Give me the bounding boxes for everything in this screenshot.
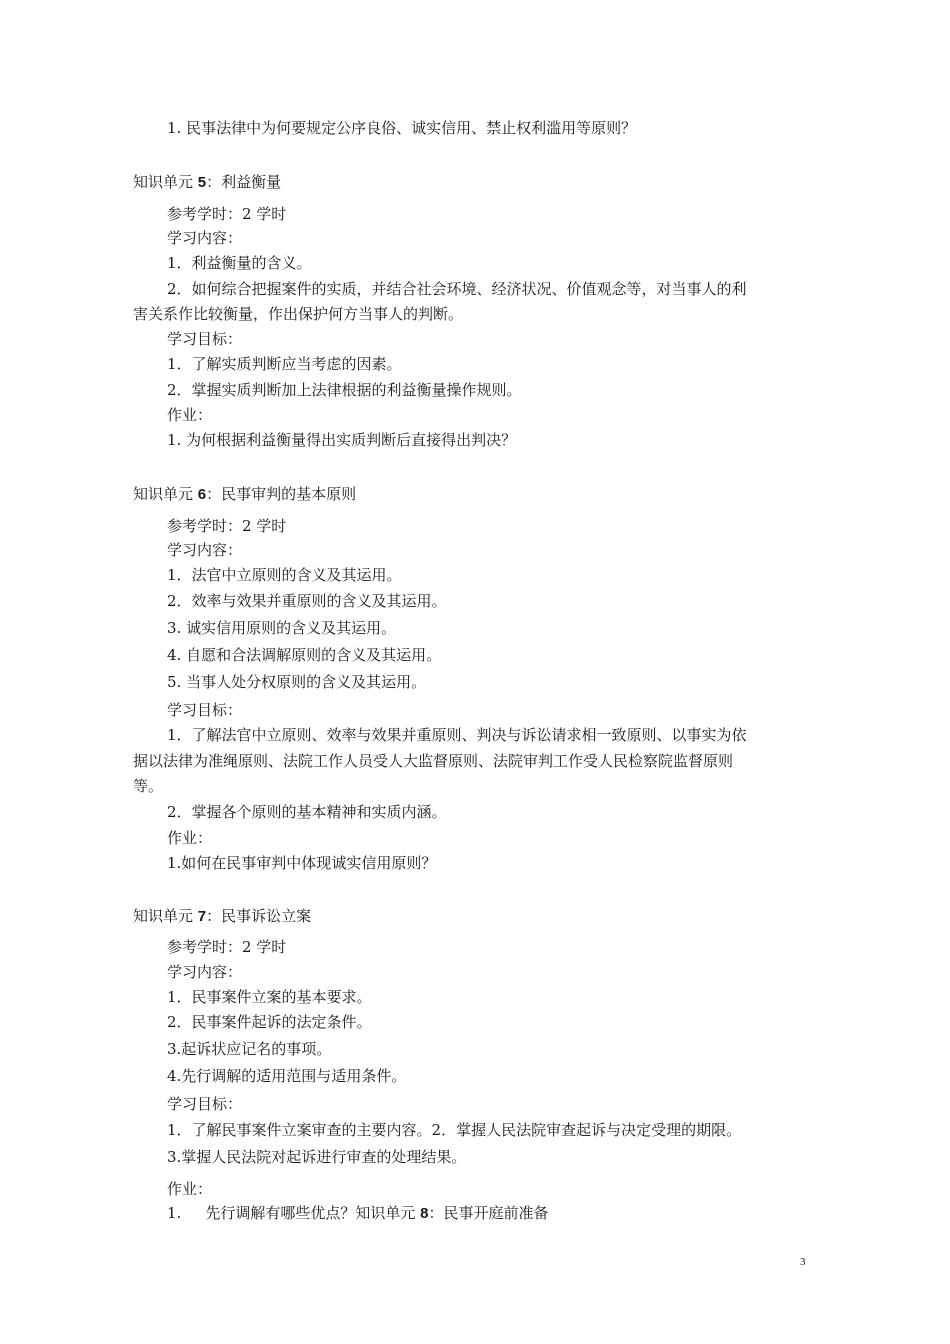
goal-label: 学习目标：: [167, 1095, 243, 1113]
content-item: 4. 自愿和合法调解原则的含义及其运用。: [167, 646, 442, 664]
goal-item: 3.掌握人民法院对起诉进行审查的处理结果。: [167, 1148, 467, 1166]
content-item: 5. 当事人处分权原则的含义及其运用。: [167, 673, 427, 691]
content-item: 3. 诚实信用原则的含义及其运用。: [167, 619, 397, 637]
content-label: 学习内容：: [167, 229, 243, 247]
content-item: 2．如何综合把握案件的实质，并结合社会环境、经济状况、价值观念等，对当事人的利: [167, 280, 747, 298]
unit-heading-7: 知识单元 7：民事诉讼立案: [133, 907, 312, 925]
goal-item-cont: 据以法律为准绳原则、法院工作人员受人大监督原则、法院审判工作受人民检察院监督原则: [133, 752, 734, 770]
goal-item: 1．了解法官中立原则、效率与效果并重原则、判决与诉讼请求相一致原则、以事实为依: [167, 726, 747, 744]
goal-label: 学习目标：: [167, 330, 243, 348]
content-item: 2．效率与效果并重原则的含义及其运用。: [167, 592, 447, 610]
goal-item-cont: 等。: [133, 777, 164, 795]
unit-heading-5: 知识单元 5：利益衡量: [133, 173, 282, 191]
homework-question: 1.如何在民事审判中体现诚实信用原则？: [167, 854, 437, 872]
unit-heading-6: 知识单元 6：民事审判的基本原则: [133, 485, 357, 503]
content-item: 3.起诉状应记名的事项。: [167, 1040, 332, 1058]
content-label: 学习内容：: [167, 963, 243, 981]
content-item: 1．民事案件立案的基本要求。: [167, 988, 372, 1006]
study-hours: 参考学时：2 学时: [167, 517, 287, 535]
goal-item: 2．掌握实质判断加上法律根据的利益衡量操作规则。: [167, 381, 522, 399]
goal-item: 2．掌握各个原则的基本精神和实质内涵。: [167, 803, 447, 821]
homework-label: 作业：: [167, 829, 213, 847]
goal-item: 1．了解民事案件立案审查的主要内容。2．掌握人民法院审查起诉与决定受理的期限。: [167, 1121, 742, 1139]
goal-label: 学习目标：: [167, 701, 243, 719]
content-label: 学习内容：: [167, 541, 243, 559]
content-item: 2．民事案件起诉的法定条件。: [167, 1013, 372, 1031]
content-item-cont: 害关系作比较衡量，作出保护何方当事人的判断。: [133, 305, 464, 323]
homework-label: 作业：: [167, 1180, 213, 1198]
homework-label: 作业：: [167, 406, 213, 424]
content-item: 1．利益衡量的含义。: [167, 254, 312, 272]
homework-question: 1. 为何根据利益衡量得出实质判断后直接得出判决？: [167, 431, 517, 449]
study-hours: 参考学时：2 学时: [167, 205, 287, 223]
content-item: 1．法官中立原则的含义及其运用。: [167, 566, 402, 584]
homework-question: 1. 民事法律中为何要规定公序良俗、诚实信用、禁止权利滥用等原则？: [167, 119, 637, 137]
page-number: 3: [800, 1256, 806, 1268]
study-hours: 参考学时：2 学时: [167, 938, 287, 956]
homework-question: 1. 先行调解有哪些优点？知识单元 8：民事开庭前准备: [167, 1204, 549, 1222]
content-item: 4.先行调解的适用范围与适用条件。: [167, 1067, 407, 1085]
goal-item: 1．了解实质判断应当考虑的因素。: [167, 355, 402, 373]
